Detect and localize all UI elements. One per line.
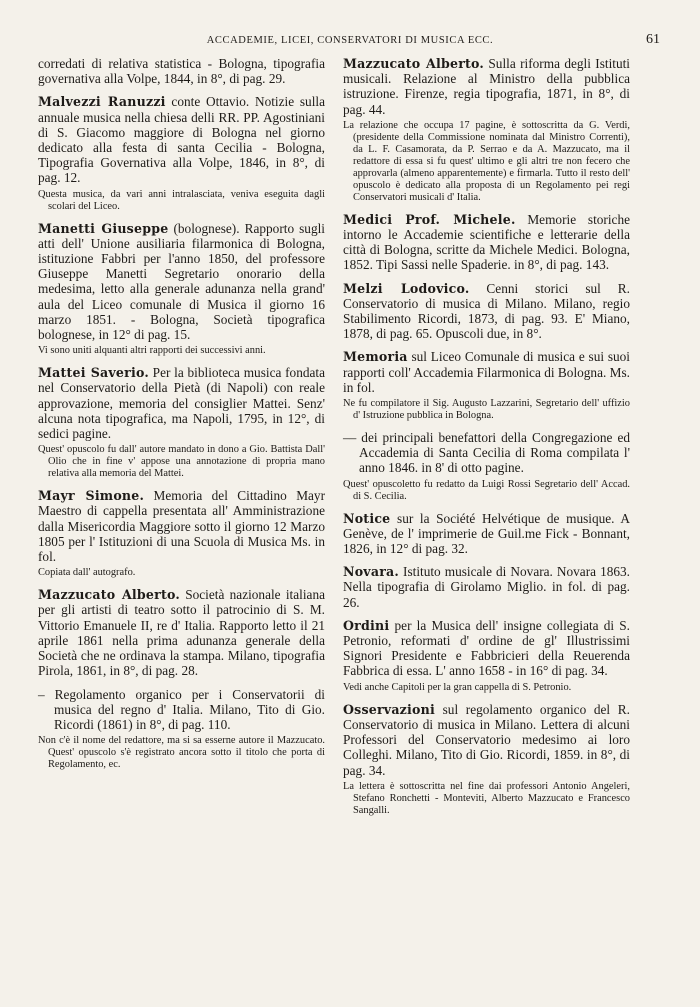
entry-text: sul regolamento organico del R. Conservatorio di musica in Milano. Lettera di alcuni Professori del Conservatorio medesimo ai loro Colleghi. Milano, Tito di Gio. Ricordi, 1859. in 8°, di pag. 34. — [343, 701, 630, 778]
bibliography-entry — [343, 511, 630, 557]
bibliography-entry — [343, 281, 630, 342]
bibliography-entry — [343, 430, 630, 503]
entry-text: corredati di relativa statistica - Bologna, tipografia governativa alla Volpe, 1844, in 8°, di pag. 29. — [38, 56, 325, 87]
entry-note: Vi sono uniti alquanti altri rapporti dei successivi anni. — [38, 345, 266, 357]
bibliography-entry — [343, 702, 630, 817]
entry-text: Per la biblioteca musica fondata nel Conservatorio della Pietà (di Napoli) con reale approvazione, memoria del consiglier Mattei. Senz' alcuna nota tipografica, ma Napoli, 1795, in 12°, di sedici pagine. — [38, 365, 326, 442]
entry-note: Copiata dall' autografo. — [38, 567, 136, 579]
entry-author: Malvezzi Ranuzzi — [38, 94, 166, 110]
entry-note: Vedi anche Capitoli per la gran cappella di S. Petronio. — [343, 681, 572, 693]
right-column — [343, 56, 630, 825]
entry-author: Osservazioni — [343, 701, 435, 717]
bibliography-entry — [343, 212, 630, 273]
entry-author: Mattei Saverio. — [38, 365, 149, 381]
bibliography-entry — [343, 618, 630, 694]
entry-text: sul Liceo Comunale di musica e sui suoi rapporti coll' Accademia Filarmonica di Bologna. Ms. in fol. — [343, 349, 630, 395]
entry-note: Quest' opuscolo fu dall' autore mandato in dono a Gio. Battista Dall' Olio che in fine v' appose una annotazione di propria mano relativa alla memoria del Mattei. — [38, 444, 325, 480]
entry-note: La lettera è sottoscritta nel fine dai professori Antonio Angeleri, Stefano Ronchetti - Monteviti, Alberto Mazzucato e Francesco Sangalli. — [343, 780, 630, 816]
entry-author: Melzi Lodovico. — [343, 280, 470, 296]
bibliography-entry — [38, 56, 325, 86]
running-head: ACCADEMIE, LICEI, CONSERVATORI DI MUSICA ECC. — [206, 35, 494, 46]
entry-author: Manetti Giuseppe — [38, 220, 169, 236]
bibliography-entry — [343, 349, 630, 422]
entry-note: Ne fu compilatore il Sig. Augusto Lazzarini, Segretario dell' uffizio d' Istruzione pubblica in Bologna. — [343, 398, 630, 422]
entry-text: Cenni storici sul R. Conservatorio di musica di Milano. Milano, regio Stabilimento Ricordi, 1873, di pag. 93. E' Miano, 1878, di pag. 65. Opuscoli due, in 8°. — [343, 280, 630, 342]
entry-author: Medici Prof. Michele. — [343, 211, 516, 227]
entry-author: Memoria — [343, 349, 408, 365]
page-number: 61 — [646, 32, 660, 47]
entry-text: per la Musica dell' insigne collegiata di S. Petronio, reformati d' ordine de gl' Illustrissimi Signori Presidente e Fabbricieri della Reuerenda Fabbrica di essa. L' anno 1658 - in 16° di pag. 34. — [343, 617, 630, 679]
entry-text: Sulla riforma degli Istituti musicali. Relazione al Ministro della pubblica istruzione. Firenze, regia tipografia, 1871, in 8°, di pag. 44. — [343, 56, 631, 117]
entry-author: Mayr Simone. — [38, 488, 145, 504]
bibliography-entry — [343, 56, 630, 204]
page-header — [40, 32, 660, 52]
entry-note: Questa musica, da vari anni intralasciata, veniva eseguita dagli scolari del Liceo. — [38, 188, 325, 212]
entry-note: La relazione che occupa 17 pagine, è sottoscritta da G. Verdi, (presidente della Commissione nominata dal Ministro Correnti), da L. F. Casamorata, da P. Serrao e da A. Mazzucato, ma il redattore di essa si fu quest' ultimo e gli altri tre non fecero che approvarla (almeno apparentemente) e firmarla. Tutto il resto dell' opuscolo è dedicato alla proposta di un Regolamento pei regi Conservatori musicali d' Italia. — [343, 119, 630, 203]
entry-text: – Regolamento organico per i Conservatorii di musica del regno d' Italia. Milano, Tito di Gio. Ricordi (1861) in 8°, di pag. 110. — [38, 686, 325, 732]
entry-author: Mazzucato Alberto. — [343, 56, 485, 71]
bibliography-entry — [38, 587, 325, 678]
entry-note: Quest' opuscoletto fu redatto da Luigi Rossi Segretario dell' Accad. di S. Cecilia. — [343, 478, 630, 502]
bibliography-entry — [38, 221, 325, 358]
bibliography-entry — [38, 94, 325, 212]
entry-author: Notice — [343, 510, 391, 526]
entry-text: sur la Société Helvétique de musique. A Genève, de l' imprimerie de Guil.me Fick - Bonnant, 1826, in 12° di pag. 32. — [343, 510, 630, 557]
bibliography-entry — [38, 687, 325, 772]
entry-text: Memorie storiche intorno le Accademie scientifiche e letterarie della città di Bologna, scritte da Michele Medici. Bologna, 1852. Tipi Sassi nelle Spaderie. in 8°, di pag. 143. — [343, 211, 630, 273]
entry-text: conte Ottavio. Notizie sulla annuale musica nella chiesa delli RR. PP. Agostiniani di S. Giacomo maggiore di Bologna nel giorno dedicato alla festa di santa Cecilia - Bologna, Tipografia Governativa alla Volpe, 1846, in 8°, di pag. 12. — [38, 94, 325, 186]
entry-author: Mazzucato Alberto. — [38, 587, 180, 603]
entry-text: Memoria del Cittadino Mayr Maestro di cappella presentata all' Amministrazione dalla Misericordia Maggiore sotto il giorno 12 Marzo 1805 per l' Istituzioni di una Scuola di Musica Ms. in fol. — [38, 488, 326, 565]
entry-author: Novara. — [343, 564, 399, 580]
entry-text: –– dei principali benefattori della Congregazione ed Accademia di Santa Cecilia di Roma compilata l' anno 1846. in 8' di otto pagine. — [343, 430, 630, 476]
entry-text: Istituto musicale di Novara. Novara 1863. Nella tipografia di Girolamo Miglio. in fol. di pag. 26. — [343, 564, 630, 610]
bibliography-entry — [38, 488, 325, 579]
entry-text: (bolognese). Rapporto sugli atti dell' Unione ausiliaria filarmonica di Bologna, istituzione Fabbri per l'anno 1850, del professore Giuseppe Manetti Segretario onorario della medesima, letto alla generale adunanza nella grand' aula del Liceo comunale di Musica il giorno 16 marzo 1851. - Bologna, Società tipografica bolognese, in 12° di pag. 15. — [38, 220, 325, 343]
entry-author: Ordini — [343, 617, 390, 633]
entry-text: Società nazionale italiana per gli artisti di teatro sotto il patrocinio di S. M. Vittorio Emanuele II, re d' Italia. Rapporto letto il 21 aprile 1861 nella prima adunanza generale della Società che ne ordinava la stampa. Milano, tipografia Pirola, 1861, in 8°, di pag. 28. — [38, 587, 325, 679]
bibliography-entry — [38, 365, 325, 480]
entry-note: Non c'è il nome del redattore, ma si sa esserne autore il Mazzucato. Quest' opuscolo s'è registrato ancora sotto il titolo che porta di Regolamento, ec. — [38, 735, 325, 771]
left-column — [38, 56, 325, 779]
bibliography-entry — [343, 564, 630, 610]
